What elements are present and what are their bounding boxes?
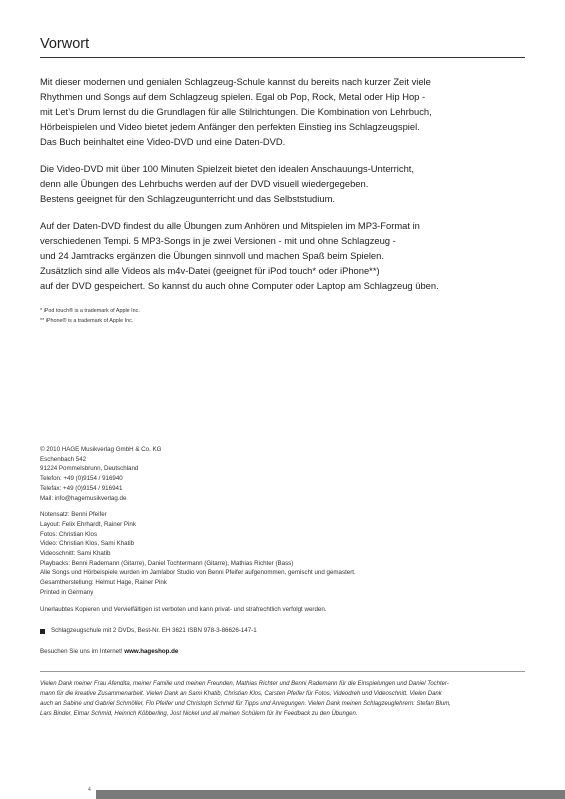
imprint-line: Eschenbach 542 bbox=[40, 455, 87, 463]
copyright-notice-block bbox=[40, 605, 530, 615]
intro-text bbox=[40, 74, 530, 305]
credit-line: Layout: Felix Ehrhardt, Rainer Pink bbox=[40, 520, 136, 528]
credit-line: Notensatz: Benni Pfeifer bbox=[40, 511, 107, 519]
footnote: * iPod touch® is a trademark of Apple Inc. bbox=[40, 308, 140, 314]
isbn-line: Schlagzeugschule mit 2 DVDs, Best-Nr. EH 3621 ISBN 978-3-86626-147-1 bbox=[51, 627, 257, 635]
website-block bbox=[40, 647, 530, 657]
credit-line: Printed in Germany bbox=[40, 588, 94, 596]
credit-line: Fotos: Christian Klos bbox=[40, 530, 98, 538]
intro-line: Zusätzlich sind alle Videos als m4v-Datei (geeignet für iPod touch* oder iPhone**) bbox=[40, 265, 380, 277]
imprint-line: © 2010 HAGE Musikverlag GmbH & Co. KG bbox=[40, 446, 162, 453]
website-label: Besuchen Sie uns im Internet! bbox=[40, 647, 125, 655]
intro-line: und 24 Jamtracks ergänzen die Übungen sinnvoll und machen Spaß beim Spielen. bbox=[40, 249, 384, 261]
credit-line: Playbacks: Benni Rademann (Gitarre), Daniel Tochtermann (Gitarre), Mathias Richter (Bass) bbox=[40, 559, 294, 567]
acknowledgements bbox=[40, 679, 530, 720]
intro-line: Bestens geeignet für den Schlagzeugunterricht und das Selbststudium. bbox=[40, 193, 335, 205]
isbn-block bbox=[40, 626, 530, 636]
imprint-line: 91224 Pommelsbrunn, Deutschland bbox=[40, 465, 139, 473]
footer-bar bbox=[96, 790, 565, 799]
credit-line: Gesamtherstellung: Helmut Hage, Rainer Pink bbox=[40, 579, 167, 587]
intro-line: Auf der Daten-DVD findest du alle Übungen zum Anhören und Mitspielen im MP3-Format in bbox=[40, 219, 420, 231]
credit-line: Video: Christian Klos, Sami Khatib bbox=[40, 540, 135, 548]
copyright-notice: Unerlaubtes Kopieren und Vervielfältigen ist verboten und kann privat- und strafrechtlich verfolgt werden. bbox=[40, 605, 327, 613]
intro-line: Die Video-DVD mit über 100 Minuten Spielzeit bietet den idealen Anschauungs-Unterricht, bbox=[40, 162, 414, 174]
website-link[interactable]: www.hageshop.de bbox=[124, 647, 179, 655]
page-number: 4 bbox=[88, 787, 91, 793]
imprint-line: Telefax: +49 (0)9154 / 916941 bbox=[40, 484, 123, 492]
thanks-line: Lars Binder, Elmar Schmid, Heinrich Köbberling, Jost Nickel und all meinen Schülern für ihr Feedback zu den Übungen. bbox=[40, 711, 358, 718]
intro-paragraph bbox=[40, 161, 530, 206]
imprint bbox=[40, 445, 530, 719]
square-bullet-icon bbox=[40, 629, 45, 634]
intro-line: Mit dieser modernen und genialen Schlagzeug-Schule kannst du bereits nach kurzer Zeit viele bbox=[40, 76, 431, 87]
credit-line: Alle Songs und Hörbeispiele wurden im Jamlabor Studio von Benni Pfeifer aufgenommen, gemischt und gemastert. bbox=[40, 569, 356, 577]
trademark-footnotes bbox=[40, 307, 140, 326]
credit-line: Videoschnitt: Sami Khatib bbox=[40, 550, 111, 558]
intro-line: Hörbeispielen und Video bietet jedem Anfänger den perfekten Einstieg ins Schlagzeugspiel. bbox=[40, 121, 420, 133]
publisher-address bbox=[40, 445, 530, 503]
title-divider bbox=[40, 57, 525, 58]
isbn-row bbox=[40, 626, 530, 636]
thanks-line: auch an Sabine und Gabriel Schmöller, Flo Pfeifer und Christoph Schmid für Tipps und Anregungen. Vielen Dank meinen Schlagzeuglehrern: Stefan Blum, bbox=[40, 701, 451, 708]
website-line bbox=[40, 647, 530, 657]
imprint-email: Mail: info@hagemusikverlag.de bbox=[40, 494, 127, 502]
intro-line: Rhythmen und Songs auf dem Schlagzeug spielen. Egal ob Pop, Rock, Metal oder Hip Hop - bbox=[40, 91, 426, 103]
footnote: ** iPhone® is a trademark of Apple Inc. bbox=[40, 317, 134, 324]
imprint-line: Telefon: +49 (0)9154 / 916940 bbox=[40, 475, 123, 483]
credits bbox=[40, 510, 530, 597]
thanks-line: Vielen Dank meiner Frau Afendita, meiner Familie und meinen Freunden, Mathias Richter und Benni Rademann für die Einspielungen und Daniel Tochter- bbox=[40, 680, 449, 687]
thanks-line: mann für die kreative Zusammenarbeit. Vielen Dank an Sami Khatib, Christian Klos, Carsten Pfeifer für Fotos, Videodreh und Videoschnitt. Vielen Dank bbox=[40, 690, 442, 697]
intro-line: mit Let’s Drum lernst du die Grundlagen für alle Stilrichtungen. Die Kombination von Lehrbuch, bbox=[40, 106, 432, 118]
thanks-divider bbox=[40, 671, 525, 672]
intro-line: denn alle Übungen des Lehrbuchs werden auf der DVD visuell wiedergegeben. bbox=[40, 178, 369, 190]
intro-line: auf der DVD gespeichert. So kannst du auch ohne Computer oder Laptop am Schlagzeug üben. bbox=[40, 280, 439, 292]
page-title: Vorwort bbox=[40, 36, 90, 52]
intro-paragraph bbox=[40, 74, 530, 149]
intro-line: Das Buch beinhaltet eine Video-DVD und eine Daten-DVD. bbox=[40, 136, 286, 148]
intro-paragraph bbox=[40, 218, 530, 293]
intro-line: verschiedenen Tempi. 5 MP3-Songs in je zwei Versionen - mit und ohne Schlagzeug - bbox=[40, 234, 396, 246]
